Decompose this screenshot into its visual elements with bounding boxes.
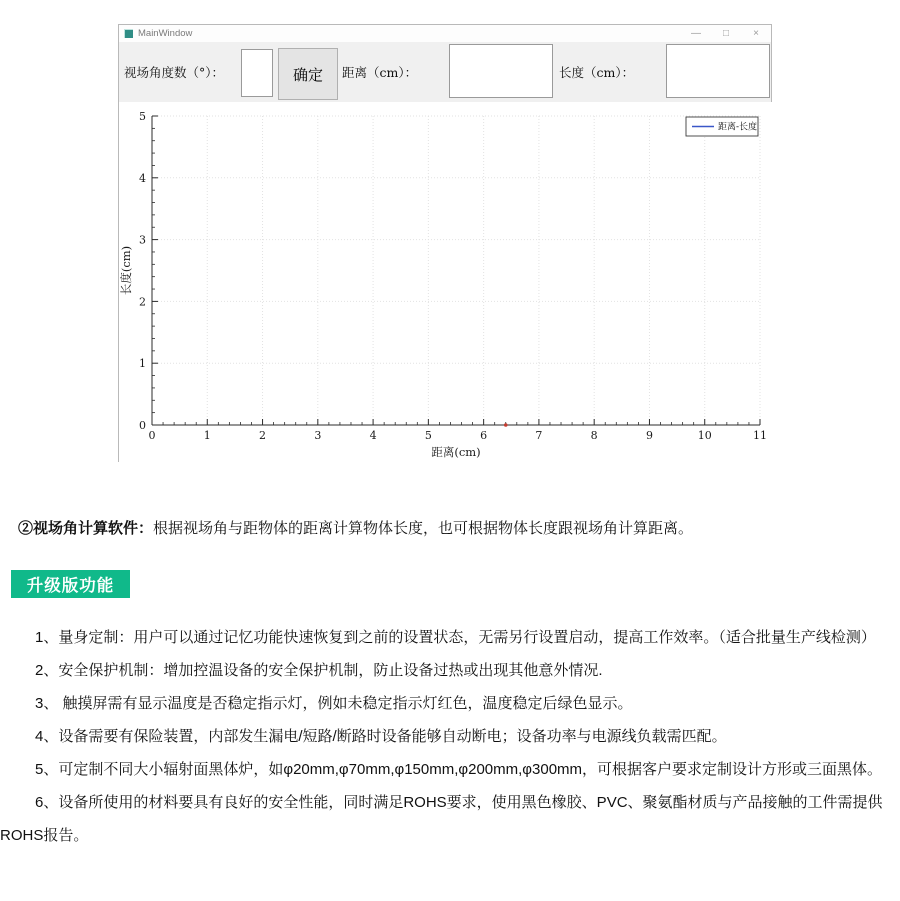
distance-input[interactable] <box>449 44 553 98</box>
svg-text:8: 8 <box>590 429 598 442</box>
window-title: MainWindow <box>138 28 193 39</box>
feature-list <box>0 621 888 852</box>
svg-text:4: 4 <box>139 171 146 185</box>
svg-text:9: 9 <box>645 429 653 442</box>
feature-item: 5、可定制不同大小辐射面黑体炉，如φ20mm,φ70mm,φ150mm,φ200mm,φ300mm，可根据客户要求定制设计方形或三面黑体。 <box>35 761 883 778</box>
distance-label: 距离（cm）： <box>342 65 418 80</box>
minimize-icon[interactable]: — <box>691 28 701 39</box>
toolbar <box>119 42 771 102</box>
svg-text:3: 3 <box>314 429 322 442</box>
svg-text:7: 7 <box>535 429 543 442</box>
svg-text:1: 1 <box>139 357 146 371</box>
chart-svg <box>119 102 773 463</box>
svg-text:3: 3 <box>139 233 146 247</box>
fov-input[interactable] <box>241 49 273 97</box>
feature-item: 6、设备所使用的材料要具有良好的安全性能，同时满足ROHS要求，使用黑色橡胶、PVC、聚氨酯材质与产品接触的工件需提供ROHS报告。 <box>0 794 883 844</box>
data-point-marker <box>504 423 508 427</box>
confirm-button[interactable]: 确定 <box>278 48 338 100</box>
svg-text:5: 5 <box>139 110 146 123</box>
chart-legend <box>686 117 758 136</box>
svg-text:6: 6 <box>480 429 488 442</box>
caption-prefix: ②视场角计算软件： <box>18 520 154 537</box>
app-icon <box>124 29 133 38</box>
length-label: 长度（cm）： <box>559 65 635 80</box>
svg-text:距离-长度: 距离-长度 <box>718 122 758 133</box>
svg-text:2: 2 <box>259 429 267 442</box>
y-axis-label: 长度(cm) <box>119 245 133 296</box>
feature-item: 2、安全保护机制：增加控温设备的安全保护机制，防止设备过热或出现其他意外情况. <box>35 662 603 679</box>
section-badge: 升级版功能 <box>11 570 130 598</box>
svg-text:5: 5 <box>424 429 432 442</box>
svg-text:0: 0 <box>139 419 146 432</box>
svg-text:11: 11 <box>753 429 767 442</box>
chart-area <box>119 102 773 463</box>
x-axis-label: 距离(cm) <box>431 445 481 459</box>
close-icon[interactable]: × <box>753 28 759 39</box>
feature-item: 3、 触摸屏需有显示温度是否稳定指示灯，例如未稳定指示灯红色，温度稳定后绿色显示。 <box>35 695 633 712</box>
svg-text:4: 4 <box>369 429 377 442</box>
fov-label: 视场角度数（°）： <box>124 65 225 80</box>
title-bar <box>119 25 771 42</box>
feature-item: 4、设备需要有保险装置，内部发生漏电/短路/断路时设备能够自动断电；设备功率与电源线负载需匹配。 <box>35 728 727 745</box>
length-input[interactable] <box>666 44 770 98</box>
caption-text: 根据视场角与距物体的距离计算物体长度，也可根据物体长度跟视场角计算距离。 <box>153 520 694 537</box>
maximize-icon[interactable]: □ <box>722 28 730 39</box>
svg-text:1: 1 <box>203 429 211 442</box>
svg-text:0: 0 <box>148 429 156 442</box>
caption <box>18 518 888 540</box>
svg-text:2: 2 <box>139 295 146 309</box>
window-controls <box>681 25 771 42</box>
main-window <box>118 24 772 462</box>
svg-text:10: 10 <box>697 429 712 442</box>
feature-item: 1、量身定制：用户可以通过记忆功能快速恢复到之前的设置状态，无需另行设置启动，提高工作效率。（适合批量生产线检测） <box>35 629 876 646</box>
